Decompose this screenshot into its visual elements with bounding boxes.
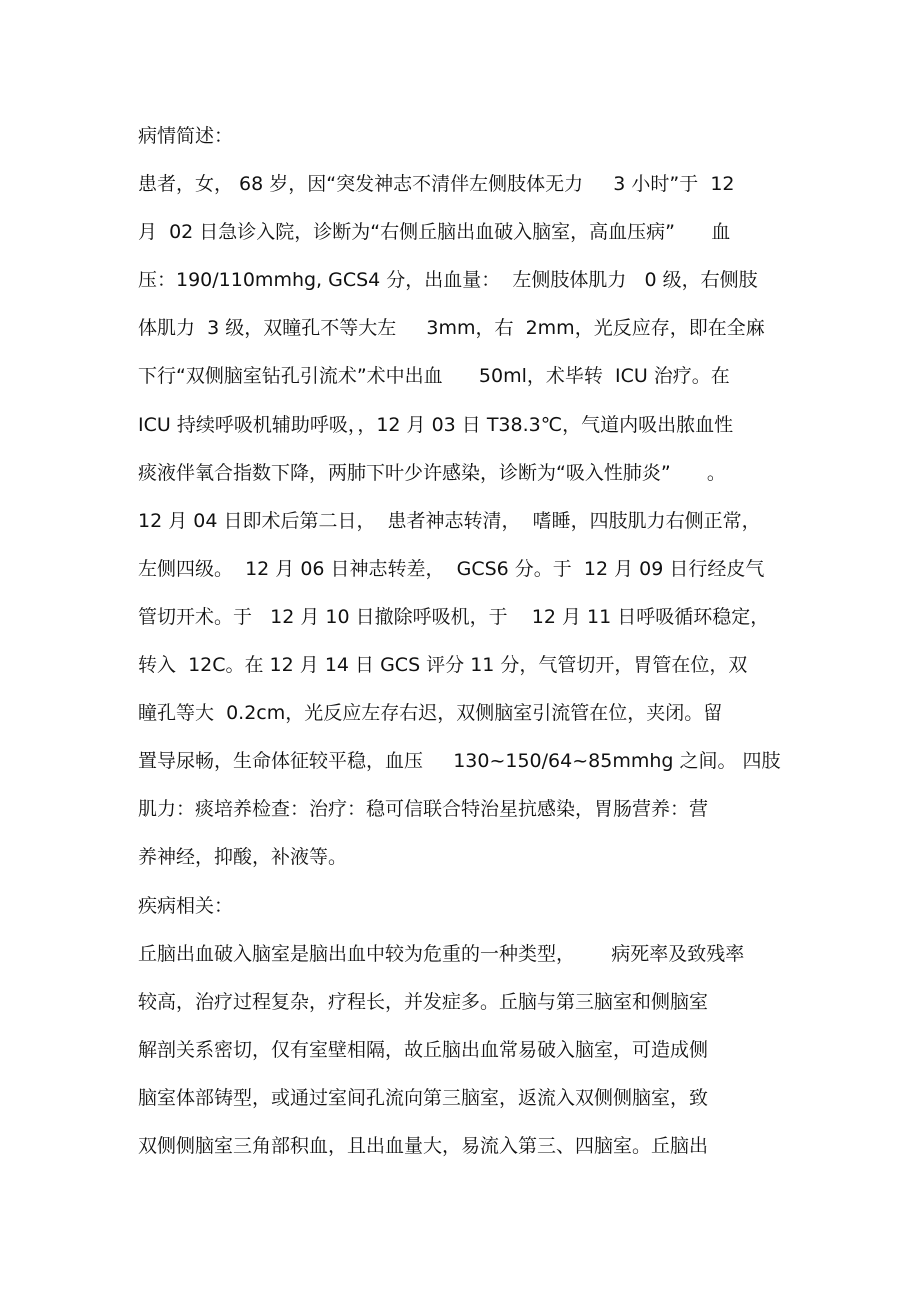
text-line: 瞳孔等大 0.2cm，光反应左存右迟，双侧脑室引流管在位，夹闭。留 bbox=[138, 702, 723, 724]
text-line: 双侧侧脑室三角部积血，且出血量大，易流入第三、四脑室。丘脑出 bbox=[138, 1135, 709, 1157]
text-line: 较高，治疗过程复杂，疗程长，并发症多。丘脑与第三脑室和侧脑室 bbox=[138, 991, 709, 1013]
text-line: ICU 持续呼吸机辅助呼吸，，12 月 03 日 T38.3℃，气道内吸出脓血性 bbox=[138, 414, 734, 436]
text-line: 下行“双侧脑室钻孔引流术”术中出血 50ml，术毕转 ICU 治疗。在 bbox=[138, 365, 730, 387]
text-line: 养神经，抑酸，补液等。 bbox=[138, 846, 348, 868]
text-line: 管切开术。于 12 月 10 日撤除呼吸机，于 12 月 11 日呼吸循环稳定， bbox=[138, 606, 770, 628]
text-line: 解剖关系密切，仅有室壁相隔，故丘脑出血常易破入脑室，可造成侧 bbox=[138, 1039, 709, 1061]
text-line: 左侧四级。 12 月 06 日神志转差， GCS6 分。于 12 月 09 日行经皮气 bbox=[138, 558, 765, 580]
text-line: 痰液伴氧合指数下降，两肺下叶少许感染，诊断为“吸入性肺炎” 。 bbox=[138, 462, 726, 484]
text-line: 体肌力 3 级，双瞳孔不等大左 3mm，右 2mm，光反应存，即在全麻 bbox=[138, 317, 765, 339]
text-line: 肌力：痰培养检查：治疗：稳可信联合特治星抗感染，胃肠营养：营 bbox=[138, 798, 709, 820]
text-line: 置导尿畅，生命体征较平稳，血压 130~150/64~85mmhg 之间。 四肢 bbox=[138, 750, 781, 772]
text-line: 月 02 日急诊入院，诊断为“右侧丘脑出血破入脑室，高血压病” 血 bbox=[138, 221, 731, 243]
text-line: 丘脑出血破入脑室是脑出血中较为危重的一种类型， 病死率及致残率 bbox=[138, 943, 745, 965]
text-line: 转入 12C。在 12 月 14 日 GCS 评分 11 分，气管切开，胃管在位，双 bbox=[138, 654, 748, 676]
text-line: 患者，女， 68 岁，因“突发神志不清伴左侧肢体无力 3 小时”于 12 bbox=[138, 173, 735, 195]
text-line: 脑室体部铸型，或通过室间孔流向第三脑室，返流入双侧侧脑室，致 bbox=[138, 1087, 709, 1109]
text-line: 12 月 04 日即术后第二日， 患者神志转清， 嗜睡，四肢肌力右侧正常， bbox=[138, 510, 761, 532]
section-heading-disease: 疾病相关： bbox=[138, 895, 234, 917]
text-line: 压：190/110mmhg, GCS4 分，出血量： 左侧肢体肌力 0 级，右侧肢 bbox=[138, 269, 758, 291]
section-heading-condition: 病情简述： bbox=[138, 125, 234, 147]
